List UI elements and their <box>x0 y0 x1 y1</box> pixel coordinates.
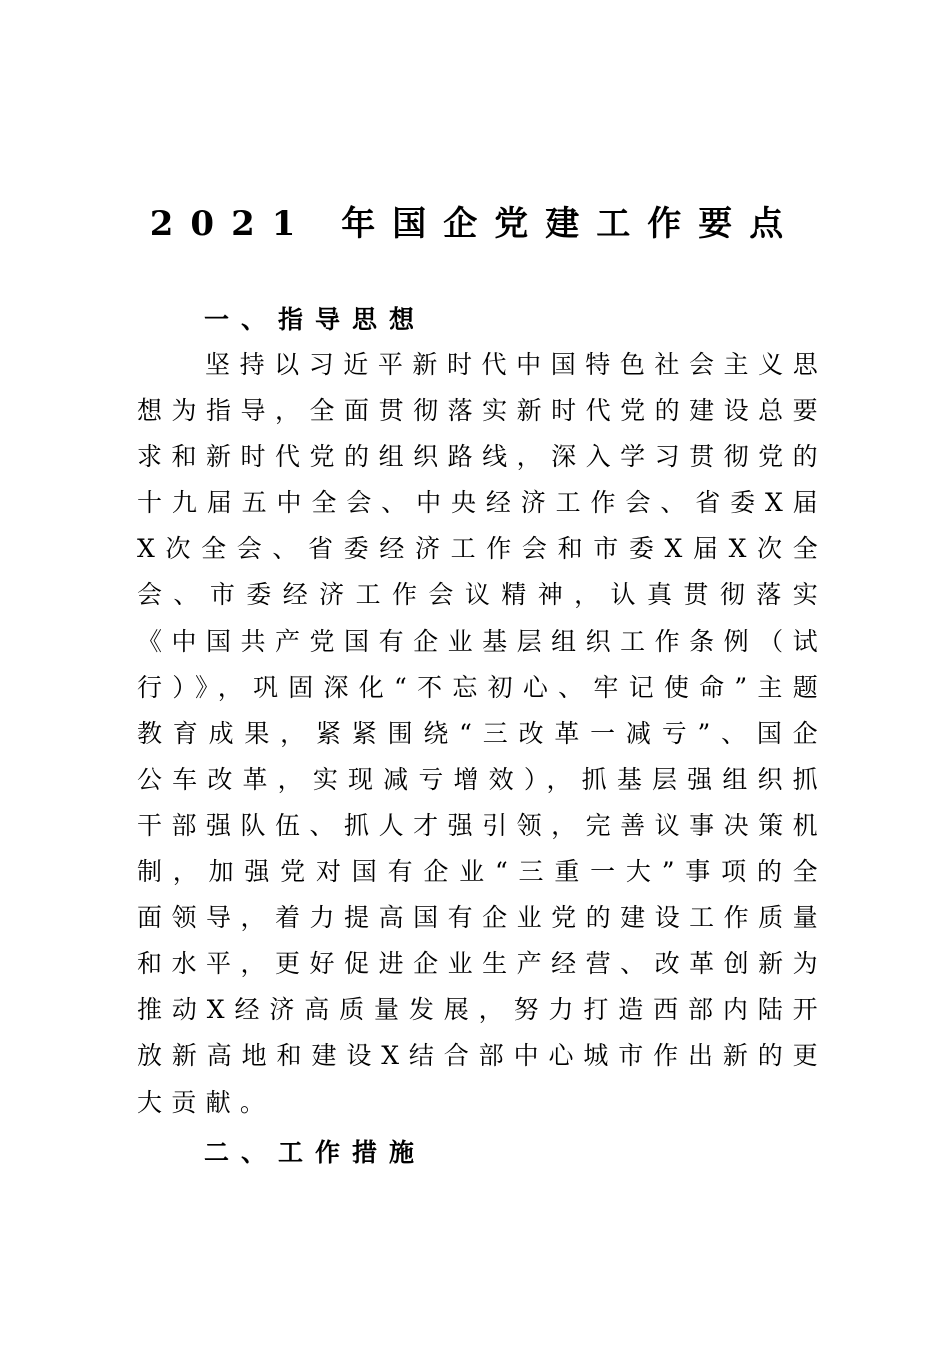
guiding-ideology-paragraph: 坚持以习近平新时代中国特色社会主义思想为指导，全面贯彻落实新时代党的建设总要求和新时代党的组织路线，深入学习贯彻党的十九届五中全会、中央经济工作会、省委X届X次全会、省委经济工作会和市委X届X次全会、市委经济工作会议精神，认真贯彻落实《中国共产党国有企业基层组织工作条例（试行）》，巩固深化“不忘初心、牢记使命”主题教育成果，紧紧围绕“三改革一减亏”、国企公车改革，实现减亏增效），抓基层强组织抓干部强队伍、抓人才强引领，完善议事决策机制，加强党对国有企业“三重一大”事项的全面领导，着力提高国有企业党的建设工作质量和水平，更好促进企业生产经营、改革创新为推动X经济高质量发展，努力打造西部内陆开放新高地和建设X结合部中心城市作出新的更大贡献。 <box>137 350 827 1117</box>
section-heading-work-measures: 二、工作措施 <box>204 1138 427 1167</box>
document-title: 2021 年国企党建工作要点 <box>149 204 801 244</box>
section-heading-guiding-ideology: 一、指导思想 <box>204 305 427 334</box>
